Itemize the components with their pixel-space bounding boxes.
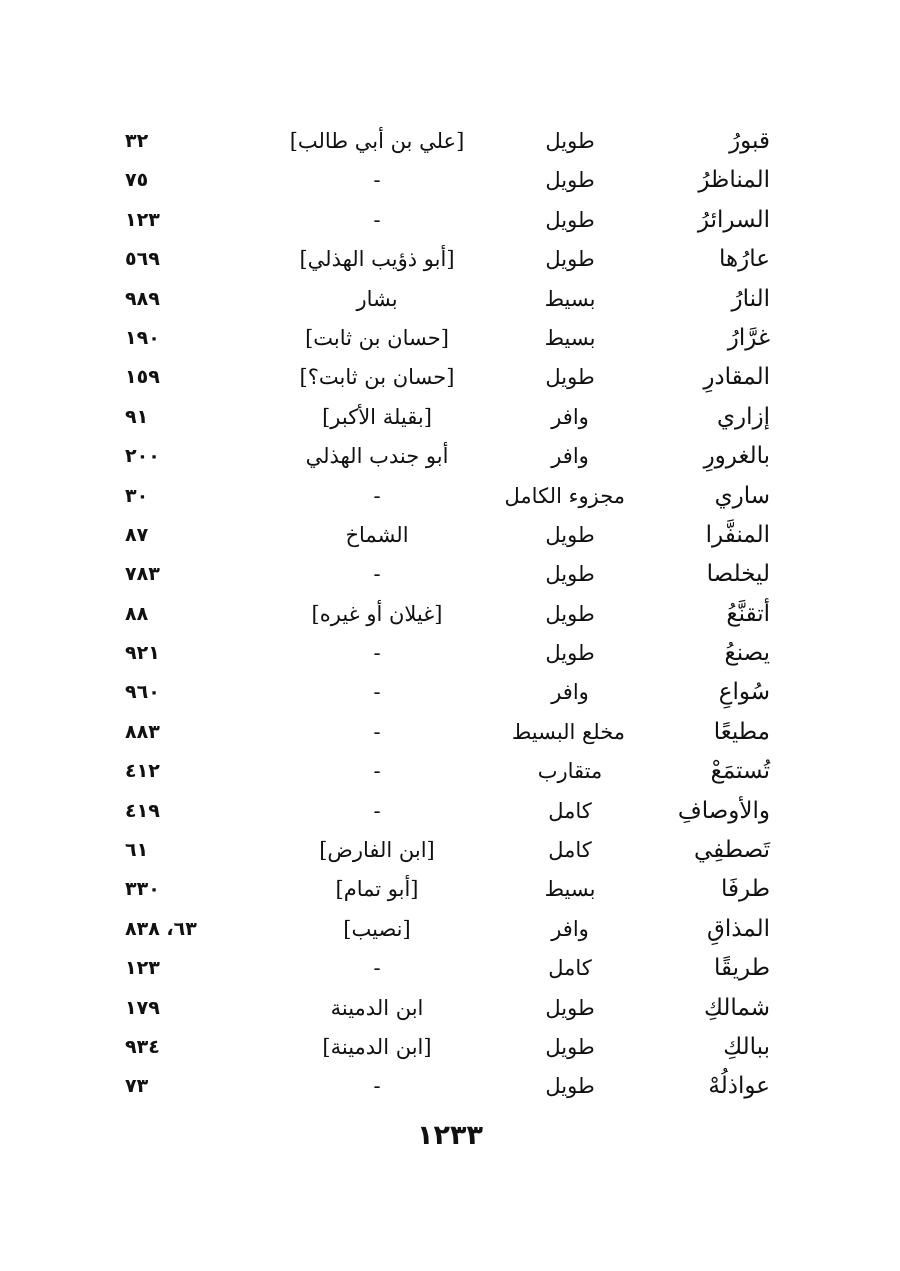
meter: كامل: [548, 798, 592, 823]
rhyme-word: ليخلصا: [706, 561, 770, 588]
meter: طويل: [545, 168, 595, 193]
rhyme-word: المقادرِ: [703, 364, 770, 391]
meter: طويل: [545, 247, 595, 272]
page-reference: ٩٣٤: [125, 1035, 160, 1058]
poet: [بقيلة الأكبر]: [322, 404, 432, 429]
page-reference: ٢٠٠: [125, 445, 160, 468]
table-row: [0, 792, 900, 831]
table-row: [0, 398, 900, 437]
table-row: [0, 1028, 900, 1067]
table-row: [0, 161, 900, 200]
poet: [ابن الفارض]: [319, 838, 435, 863]
rhyme-word: النارُ: [731, 285, 770, 312]
table-row: [0, 910, 900, 949]
rhyme-word: أتقنَّعُ: [726, 600, 770, 627]
table-row: [0, 201, 900, 240]
poet: ابن الدمينة: [330, 995, 424, 1020]
poet: -: [373, 759, 381, 784]
meter: طويل: [545, 995, 595, 1020]
poet: -: [373, 956, 381, 981]
rhyme-word: عواذلُهْ: [708, 1073, 770, 1100]
rhyme-word: ببالكِ: [723, 1033, 770, 1060]
poet: [علي بن أبي طالب]: [289, 129, 465, 153]
poet: [نصيب]: [343, 916, 411, 941]
meter: بسيط: [544, 325, 596, 350]
poet: [أبو ذؤيب الهذلي]: [299, 247, 455, 272]
meter: كامل: [548, 956, 592, 981]
poet: [ابن الدمينة]: [322, 1034, 432, 1059]
table-row: [0, 280, 900, 319]
rhyme-word: والأوصافِ: [677, 797, 770, 824]
meter: كامل: [548, 838, 592, 863]
rhyme-word: طرفَا: [721, 876, 770, 903]
page-reference: ١٢٣: [125, 957, 160, 980]
table-row: [0, 752, 900, 791]
meter: طويل: [545, 1034, 595, 1059]
rhyme-word: بالغرورِ: [703, 443, 770, 470]
rhyme-word: السرائرُ: [697, 206, 770, 233]
poetry-index-table: [0, 122, 900, 1107]
table-row: [0, 477, 900, 516]
page-reference: ٤١٢: [125, 760, 160, 783]
meter: طويل: [545, 365, 595, 390]
meter: طويل: [545, 641, 595, 666]
meter: وافر: [551, 680, 589, 705]
rhyme-word: تُستمَعْ: [710, 758, 770, 785]
meter: متقارب: [537, 759, 603, 784]
table-row: [0, 870, 900, 909]
poet: -: [373, 207, 381, 232]
page-reference: ٧٨٣: [125, 563, 160, 586]
meter: طويل: [545, 1074, 595, 1099]
rhyme-word: المنفَّرا: [705, 521, 770, 548]
table-row: [0, 595, 900, 634]
poet: [حسان بن ثابت؟]: [299, 365, 455, 390]
page-reference: ٩١: [125, 405, 149, 428]
rhyme-word: شمالكِ: [704, 994, 770, 1021]
table-row: [0, 555, 900, 594]
page-reference: ٤١٩: [125, 799, 160, 822]
poet: -: [373, 719, 381, 744]
poet: -: [373, 641, 381, 666]
rhyme-word: سُواعِ: [718, 679, 770, 706]
rhyme-word: طريقًا: [713, 955, 770, 982]
poet: [حسان بن ثابت]: [305, 325, 449, 350]
table-row: [0, 240, 900, 279]
page-reference: ٣٢: [125, 130, 149, 152]
poet: -: [373, 562, 381, 587]
table-row: [0, 713, 900, 752]
page-reference: ٥٦٩: [125, 248, 160, 271]
poet: -: [373, 483, 381, 508]
table-row: [0, 516, 900, 555]
table-row: [0, 437, 900, 476]
page-reference: ٧٥: [125, 169, 149, 192]
table-row: [0, 949, 900, 988]
poet: -: [373, 1074, 381, 1099]
table-row: [0, 358, 900, 397]
page-reference: ٩٢١: [125, 642, 160, 665]
rhyme-word: المناظرُ: [698, 167, 770, 194]
page-reference: ٩٨٩: [125, 287, 160, 310]
poet: بشار: [356, 286, 398, 311]
page-reference: ٣٣٠: [125, 878, 160, 901]
poet: -: [373, 798, 381, 823]
meter: طويل: [545, 601, 595, 626]
rhyme-word: يصنعُ: [724, 640, 770, 667]
page-reference: ٨٨: [125, 602, 149, 625]
meter: مجزوء الكامل: [504, 483, 625, 508]
rhyme-word: المذاقِ: [706, 915, 770, 942]
rhyme-word: عارُها: [719, 246, 770, 273]
meter: بسيط: [544, 877, 596, 902]
meter: طويل: [545, 522, 595, 547]
poet: [غيلان أو غيره]: [311, 601, 443, 626]
meter: وافر: [551, 404, 589, 429]
rhyme-word: ساري: [714, 482, 770, 509]
meter: بسيط: [544, 286, 596, 311]
table-row: [0, 1067, 900, 1106]
page-reference: ١٢٣: [125, 208, 160, 231]
meter: طويل: [545, 129, 595, 153]
table-row: [0, 634, 900, 673]
table-row: [0, 319, 900, 358]
meter: طويل: [545, 207, 595, 232]
table-row: [0, 989, 900, 1028]
meter: طويل: [545, 562, 595, 587]
page-reference: ٦٣، ٨٣٨: [125, 917, 197, 940]
rhyme-word: قبورُ: [729, 128, 770, 154]
page-number: ١٢٣٣: [417, 1120, 483, 1151]
table-row: [0, 831, 900, 870]
meter: وافر: [551, 916, 589, 941]
page-reference: ١٥٩: [125, 366, 160, 389]
page-reference: ٨٨٣: [125, 720, 160, 743]
rhyme-word: تَصطفِي: [693, 837, 770, 864]
poet: الشماخ: [345, 522, 409, 547]
poet: -: [373, 168, 381, 193]
page-reference: ٧٣: [125, 1075, 149, 1098]
table-row: [0, 673, 900, 712]
page-reference: ٦١: [125, 839, 149, 862]
rhyme-word: غرَّارُ: [727, 324, 770, 351]
page-reference: ٩٦٠: [125, 681, 160, 704]
poet: أبو جندب الهذلي: [305, 444, 449, 469]
poet: -: [373, 680, 381, 705]
page-reference: ١٧٩: [125, 996, 160, 1019]
rhyme-word: مطيعًا: [713, 718, 770, 745]
meter: وافر: [551, 444, 589, 469]
page-reference: ١٩٠: [125, 326, 160, 349]
meter: مخلع البسيط: [511, 719, 625, 744]
page-reference: ٣٠: [125, 484, 149, 507]
poet: [أبو تمام]: [335, 877, 419, 902]
page-reference: ٨٧: [125, 523, 149, 546]
table-row: [0, 122, 900, 161]
rhyme-word: إزاري: [717, 403, 770, 430]
